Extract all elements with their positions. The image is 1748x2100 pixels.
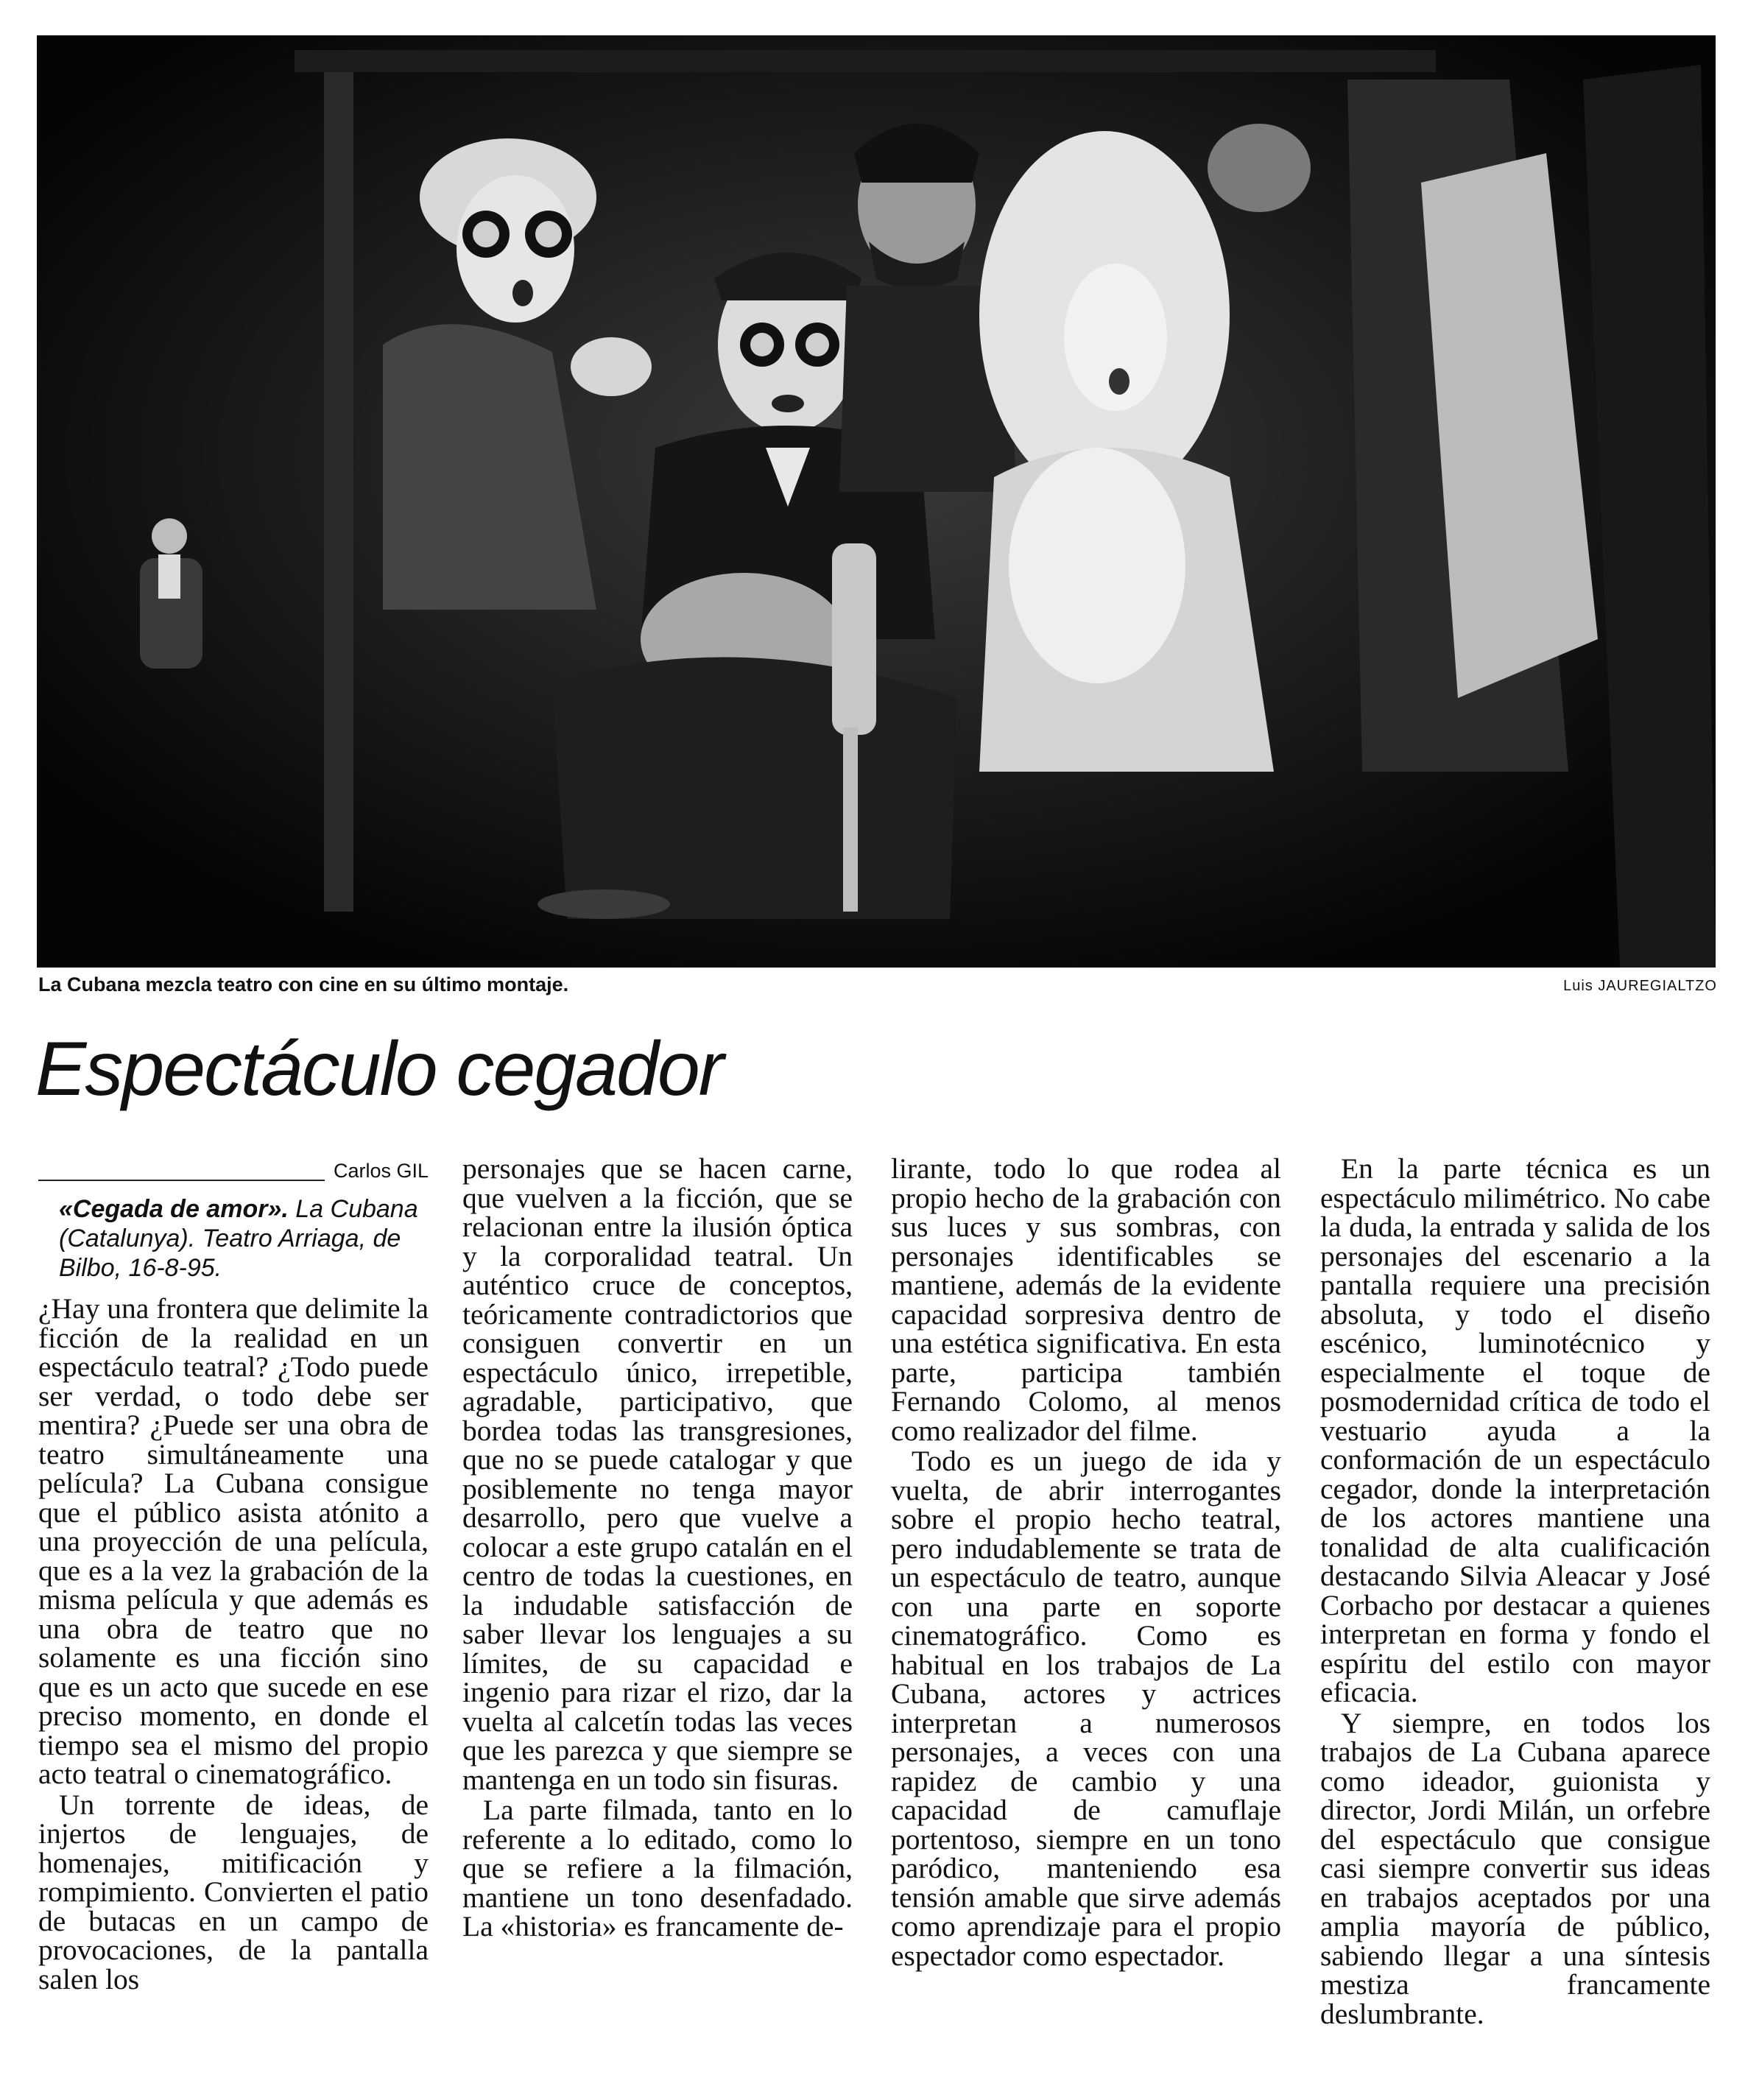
play-title: «Cegada de amor».: [59, 1195, 289, 1223]
paragraph: Y siempre, en todos los trabajos de La Cubana aparece como ideador, guionista y director, Jordi Milán, un orfebre del espectáculo que consigue casi siempre convertir sus ideas en trabajos aceptados por una amplia mayoría de público, sabiendo llegar a una síntesis mestiza francamente deslumbrante.: [1320, 1706, 1710, 2030]
paragraph: En la parte técnica es un espectáculo milimétrico. No cabe la duda, la entrada y salida de los personajes del escenario a la pantalla requiere una precisión absoluta, y todo el diseño escénico, luminotécnico y especialmente el toque de posmodernidad crítica de todo el vestuario ayuda a la conformación de un espectáculo cegador, donde la interpretación de los actores mantiene una tonalidad de alta cualificación destacando Silvia Aleacar y José Corbacho por destacar a quienes interpretan en forma y fondo el espíritu del estilo con mayor eficacia.: [1320, 1152, 1710, 1708]
article-headline: Espectáculo cegador: [35, 1026, 723, 1112]
paragraph: personajes que se hacen carne, que vuelven a la ficción, que se relacionan entre la ilusión óptica y la corporalidad teatral. Un auténtico cruce de conceptos, teóricamente contradictorios que consiguen convertir en un espectáculo único, irrepetible, agradable, participativo, que bordea todas las transgresiones, que no se puede catalogar y que posiblemente no tenga mayor desarrollo, pero que vuelve a colocar a este grupo catalán en el centro de todas la cuestiones, en la indudable satisfacción de saber llevar los lenguajes a su límites, de su capacidad e ingenio para rizar el rizo, dar la vuelta al calcetín todas las veces que les parezca y que siempre se mantenga en un todo sin fisuras.: [462, 1152, 853, 1796]
paragraph: lirante, todo lo que rodea al propio hecho de la grabación con sus luces y sus sombras, con personajes identificables se mantiene, además de la evidente capacidad sorpresiva dentro de una estética significativa. En esta parte, participa también Fernando Colomo, al menos como realizador del filme.: [891, 1152, 1281, 1447]
paragraph: ¿Hay una frontera que delimite la ficción de la realidad en un espectáculo teatral? ¿Todo puede ser verdad, o todo debe ser mentira? ¿Puede ser una obra de teatro simultáneamente una película? La Cubana consigue que el público asista atónito a una proyección de una película, que es a la vez la grabación de la misma película y que además es una obra de teatro que no solamente es una ficción sino que es un acto que sucede en ese preciso momento, en donde el tiempo sea el mismo del propio acto teatral o cinematográfico.: [38, 1292, 429, 1790]
byline: [38, 1155, 429, 1185]
photo-caption: La Cubana mezcla teatro con cine en su último montaje.: [38, 973, 569, 996]
author-name: Carlos GIL: [333, 1159, 429, 1182]
paragraph: Un torrente de ideas, de injertos de lenguajes, de homenajes, mitificación y rompimiento. Convierten el patio de butacas en un campo de provocaciones, de la pantalla salen los: [38, 1788, 429, 1995]
article-column-1: [38, 1155, 429, 1994]
byline-rule: [38, 1180, 325, 1181]
play-details: La Cubana (Catalunya). Teatro Arriaga, de Bilbo, 16-8-95.: [59, 1195, 418, 1282]
article-column-4: [1320, 1152, 1710, 2030]
play-info: [59, 1194, 429, 1283]
article-column-2: [462, 1152, 853, 1942]
photo-caption-bar: [38, 973, 1717, 1003]
article-column-3: [891, 1152, 1281, 1972]
photo-illustration: [37, 35, 1716, 968]
paragraph: Todo es un juego de ida y vuelta, de abrir interrogantes sobre el propio hecho teatral, pero indudablemente se trata de un espectáculo de teatro, aunque con una parte en soporte cinematográfico. Como es habitual en los trabajos de La Cubana, actores y actrices interpretan a numerosos personajes, a veces con una rapidez de cambio y una capacidad de camuflaje portentoso, siempre en un tono paródico, manteniendo esa tensión amable que sirve además como aprendizaje para el propio espectador como espectador.: [891, 1445, 1281, 1972]
stage-photo: [37, 35, 1716, 968]
paragraph: La parte filmada, tanto en lo referente a lo editado, como lo que se refiere a la filmación, mantiene un tono desenfadado. La «historia» es francamente de-: [462, 1794, 853, 1942]
screen-frame: [324, 65, 353, 912]
photo-credit: Luis JAUREGIALTZO: [1563, 978, 1717, 994]
